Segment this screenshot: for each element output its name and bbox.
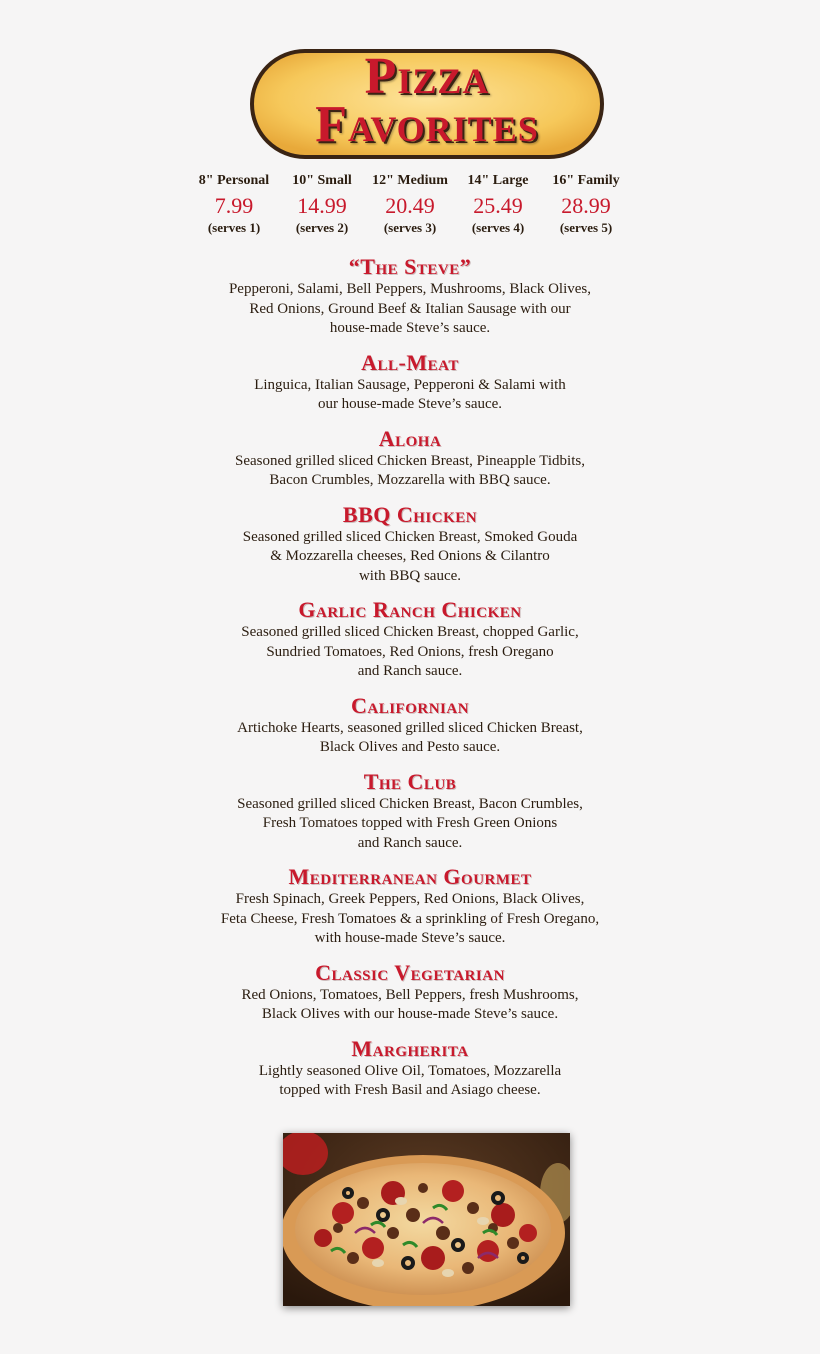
menu-item-description: Red Onions, Tomatoes, Bell Peppers, fresh Mushrooms, Black Olives with our house-made Steve’s sauce. [241, 986, 579, 1022]
pizza-menu-list [160, 254, 660, 1112]
title-line-1: Pizza [364, 48, 490, 105]
title-badge [249, 48, 605, 160]
menu-item [160, 426, 660, 491]
menu-item-name: Garlic Ranch Chicken [298, 597, 522, 622]
pizza-photo [283, 1133, 570, 1306]
menu-item-name: Californian [350, 692, 470, 718]
menu-item [160, 1036, 660, 1101]
size-price-table [190, 172, 630, 236]
size-column [454, 172, 542, 236]
menu-item-name: The Club [363, 768, 457, 794]
menu-item-name: Classic Vegetarian [315, 959, 505, 985]
menu-item [160, 350, 660, 415]
pizza-illustration [283, 1133, 570, 1306]
size-serves: (serves 2) [295, 220, 349, 235]
menu-item-description: Fresh Spinach, Greek Peppers, Red Onions, Black Olives, Feta Cheese, Fresh Tomatoes & a sprinkling of Fresh Oregano, with house-made Steve’s sauce. [220, 891, 600, 946]
menu-item-name: All-Meat [361, 349, 459, 375]
menu-item-description: Linguica, Italian Sausage, Pepperoni & Salami with our house-made Steve’s sauce. [254, 376, 566, 412]
size-label: 10" Small [292, 173, 352, 188]
menu-item [160, 960, 660, 1025]
menu-item-name: Margherita [351, 1035, 469, 1061]
menu-item [160, 597, 660, 682]
menu-item-description: Pepperoni, Salami, Bell Peppers, Mushrooms, Black Olives, Red Onions, Ground Beef & Italian Sausage with our house-made Steve’s sauce. [228, 281, 592, 336]
menu-item-description: Seasoned grilled sliced Chicken Breast, Pineapple Tidbits, Bacon Crumbles, Mozzarella with BBQ sauce. [235, 452, 585, 488]
size-price: 25.49 [473, 193, 523, 218]
size-price: 28.99 [561, 193, 611, 218]
size-column [542, 172, 630, 236]
title-line-2: Favorites [315, 96, 539, 153]
menu-item-description: Seasoned grilled sliced Chicken Breast, chopped Garlic, Sundried Tomatoes, Red Onions, fresh Oregano and Ranch sauce. [241, 624, 579, 679]
menu-item [160, 769, 660, 854]
size-column [190, 172, 278, 236]
menu-item [160, 693, 660, 758]
menu-item-description: Lightly seasoned Olive Oil, Tomatoes, Mozzarella topped with Fresh Basil and Asiago cheese. [258, 1062, 562, 1098]
menu-item-name: Mediterranean Gourmet [288, 864, 532, 889]
size-label: 8" Personal [198, 173, 270, 188]
size-column [278, 172, 366, 236]
menu-item-description: Seasoned grilled sliced Chicken Breast, Bacon Crumbles, Fresh Tomatoes topped with Fresh Green Onions and Ranch sauce. [237, 795, 583, 851]
size-serves: (serves 4) [471, 220, 525, 235]
menu-item [160, 254, 660, 339]
menu-item-name: Aloha [378, 425, 442, 451]
menu-item [160, 864, 660, 949]
size-price: 14.99 [297, 193, 347, 218]
size-serves: (serves 5) [559, 220, 613, 235]
menu-item-name: BBQ Chicken [342, 501, 478, 527]
size-price: 7.99 [214, 193, 254, 218]
size-serves: (serves 1) [207, 220, 261, 235]
size-serves: (serves 3) [383, 220, 437, 235]
menu-item-name: “The Steve” [348, 254, 472, 279]
size-column [366, 172, 454, 236]
menu-item-description: Seasoned grilled sliced Chicken Breast, Smoked Gouda & Mozzarella cheeses, Red Onions & Cilantro with BBQ sauce. [242, 528, 578, 584]
size-price: 20.49 [385, 193, 435, 218]
menu-item [160, 502, 660, 587]
menu-item-description: Artichoke Hearts, seasoned grilled sliced Chicken Breast, Black Olives and Pesto sauce. [237, 719, 583, 755]
size-label: 16" Family [552, 173, 620, 188]
page-title [249, 48, 605, 160]
size-label: 12" Medium [372, 173, 448, 188]
size-label: 14" Large [467, 173, 529, 188]
